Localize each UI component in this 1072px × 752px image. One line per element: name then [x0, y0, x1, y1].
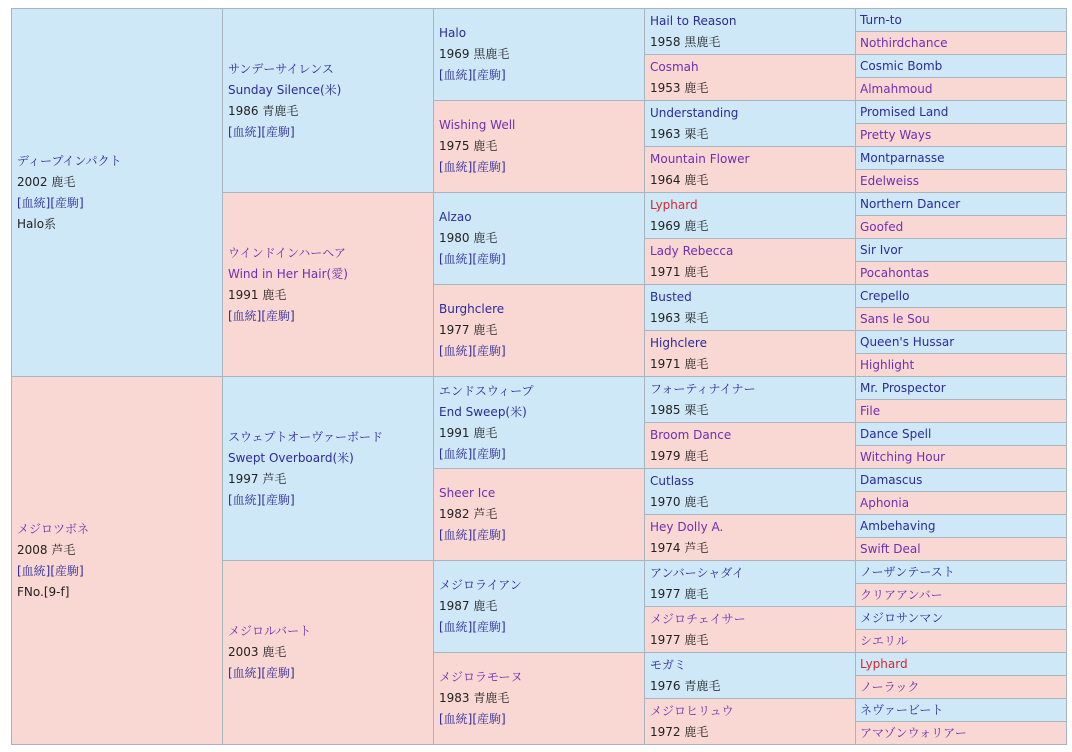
g5-09-link[interactable]: Northern Dancer [860, 196, 961, 211]
g5-21 [856, 469, 1067, 492]
sss-name-link[interactable]: Halo [439, 26, 467, 40]
dd-name-link[interactable]: メジロルバート [228, 624, 312, 638]
sddd-info: 1971 鹿毛 [650, 356, 709, 371]
dss-cell [434, 377, 645, 469]
dam-links[interactable]: [血統][産駒] [17, 563, 84, 578]
dss-links[interactable]: [血統][産駒] [439, 446, 506, 461]
g5-07-link[interactable]: Montparnasse [860, 150, 945, 165]
pedigree-table [11, 8, 1067, 745]
dsds-cell [645, 469, 856, 515]
dsd-cell [434, 469, 645, 561]
g5-13-link[interactable]: Crepello [860, 288, 910, 303]
dssd-cell [645, 423, 856, 469]
sd-name-en-link[interactable]: Wind in Her Hair(愛) [228, 266, 348, 281]
dddd-name-link[interactable]: メジロヒリュウ [650, 703, 734, 718]
g5-32-link[interactable]: アマゾンウォリアー [860, 725, 967, 740]
sire-name-link[interactable]: ディープインパクト [17, 153, 122, 168]
sire-line-note: Halo系 [17, 216, 57, 231]
sd-info: 1991 鹿毛 [228, 287, 287, 302]
g5-09 [856, 193, 1067, 216]
g5-28 [856, 630, 1067, 653]
dds-cell [434, 561, 645, 653]
g5-11 [856, 239, 1067, 262]
sdds-name-link[interactable]: Busted [650, 289, 692, 304]
ssd-links[interactable]: [血統][産駒] [439, 160, 506, 174]
g5-03-link[interactable]: Cosmic Bomb [860, 58, 943, 73]
sddd-cell [645, 331, 856, 377]
sss-cell [434, 9, 645, 101]
g5-26-link[interactable]: クリアアンバー [860, 587, 943, 602]
sd-name-link[interactable]: ウインドインハーヘア [228, 245, 346, 260]
ddss-cell [645, 561, 856, 607]
g5-02-link[interactable]: Nothirdchance [860, 35, 948, 50]
ddss-name-link[interactable]: アンバーシャダイ [650, 565, 744, 580]
ss-links[interactable]: [血統][産駒] [228, 124, 295, 139]
dam-name-link[interactable]: メジロツボネ [17, 521, 90, 536]
g5-23-link[interactable]: Ambehaving [860, 518, 936, 533]
g5-06-link[interactable]: Pretty Ways [860, 127, 932, 142]
ddds-cell [645, 653, 856, 699]
ssds-name-link[interactable]: Understanding [650, 105, 739, 120]
g5-01-link[interactable]: Turn-to [860, 12, 902, 27]
g5-30 [856, 676, 1067, 699]
g5-18-link[interactable]: File [860, 403, 881, 418]
g5-12 [856, 262, 1067, 285]
ssd-cell [434, 101, 645, 193]
ddss-info: 1977 鹿毛 [650, 586, 709, 601]
ssds-cell [645, 101, 856, 147]
dss-info: 1991 鹿毛 [439, 425, 498, 440]
g5-22 [856, 492, 1067, 515]
ddds-info: 1976 青鹿毛 [650, 678, 721, 693]
sdsd-cell [645, 239, 856, 285]
g5-12-link[interactable]: Pocahontas [860, 265, 929, 280]
g5-21-link[interactable]: Damascus [860, 472, 923, 487]
sdss-info: 1969 鹿毛 [650, 218, 709, 233]
dsss-name-link[interactable]: フォーティナイナー [650, 381, 756, 396]
g5-29 [856, 653, 1067, 676]
sssd-name-link[interactable]: Cosmah [650, 59, 699, 74]
sdss-cell [645, 193, 856, 239]
g5-10 [856, 216, 1067, 239]
g5-27-link[interactable]: メジロサンマン [860, 610, 944, 625]
dsss-info: 1985 栗毛 [650, 402, 709, 417]
g5-16-link[interactable]: Highlight [860, 357, 915, 372]
ssss-info: 1958 黒鹿毛 [650, 34, 721, 49]
ddd-name-link[interactable]: メジロラモーヌ [439, 670, 523, 684]
ds-name-link[interactable]: スウェプトオーヴァーボード [228, 429, 384, 444]
dds-info: 1987 鹿毛 [439, 599, 498, 613]
dsds-info: 1970 鹿毛 [650, 494, 709, 509]
sdd-links[interactable]: [血統][産駒] [439, 344, 506, 358]
g5-01 [856, 9, 1067, 32]
sds-info: 1980 鹿毛 [439, 231, 498, 245]
g5-04 [856, 78, 1067, 101]
g5-13 [856, 285, 1067, 308]
sdd-cell [434, 285, 645, 377]
sdd-info: 1977 鹿毛 [439, 323, 498, 337]
dsdd-info: 1974 芦毛 [650, 540, 709, 555]
g5-26 [856, 584, 1067, 607]
g5-06 [856, 124, 1067, 147]
sds-links[interactable]: [血統][産駒] [439, 252, 506, 266]
g5-11-link[interactable]: Sir Ivor [860, 242, 903, 257]
dam-cell [12, 377, 223, 745]
sdsd-name-link[interactable]: Lady Rebecca [650, 243, 734, 258]
sire-info: 2002 鹿毛 [17, 174, 76, 189]
dd-links[interactable]: [血統][産駒] [228, 666, 295, 680]
dssd-name-link[interactable]: Broom Dance [650, 427, 732, 442]
dddd-info: 1972 鹿毛 [650, 724, 709, 739]
sds-name-link[interactable]: Alzao [439, 210, 472, 224]
g5-04-link[interactable]: Almahmoud [860, 81, 933, 96]
ssss-cell [645, 9, 856, 55]
sdd-name-link[interactable]: Burghclere [439, 302, 505, 316]
ddsd-info: 1977 鹿毛 [650, 632, 709, 647]
dds-name-link[interactable]: メジロライアン [439, 578, 522, 592]
g5-20 [856, 446, 1067, 469]
g5-32 [856, 722, 1067, 745]
ds-info: 1997 芦毛 [228, 471, 287, 486]
dsds-name-link[interactable]: Cutlass [650, 473, 694, 488]
sdds-cell [645, 285, 856, 331]
g5-24 [856, 538, 1067, 561]
g5-31 [856, 699, 1067, 722]
g5-31-link[interactable]: ネヴァービート [860, 702, 944, 717]
ddd-links[interactable]: [血統][産駒] [439, 712, 506, 726]
sss-links[interactable]: [血統][産駒] [439, 68, 506, 82]
g5-08 [856, 170, 1067, 193]
g5-19-link[interactable]: Dance Spell [860, 426, 932, 441]
ddd-info: 1983 青鹿毛 [439, 691, 510, 705]
g5-20-link[interactable]: Witching Hour [860, 449, 946, 464]
g5-14 [856, 308, 1067, 331]
dssd-info: 1979 鹿毛 [650, 448, 709, 463]
g5-15-link[interactable]: Queen's Hussar [860, 334, 955, 349]
g5-03 [856, 55, 1067, 78]
dss-name-en-link[interactable]: End Sweep(米) [439, 404, 527, 419]
g5-10-link[interactable]: Goofed [860, 219, 904, 234]
dds-links[interactable]: [血統][産駒] [439, 620, 506, 634]
g5-16 [856, 354, 1067, 377]
g5-25-link[interactable]: ノーザンテースト [860, 564, 955, 579]
sdds-info: 1963 栗毛 [650, 310, 709, 325]
g5-22-link[interactable]: Aphonia [860, 495, 910, 510]
ss-cell [223, 9, 434, 193]
g5-07 [856, 147, 1067, 170]
ds-cell [223, 377, 434, 561]
g5-05-link[interactable]: Promised Land [860, 104, 949, 119]
sire-cell [12, 9, 223, 377]
g5-02 [856, 32, 1067, 55]
g5-15 [856, 331, 1067, 354]
sd-links[interactable]: [血統][産駒] [228, 308, 295, 323]
sddd-name-link[interactable]: Highclere [650, 335, 707, 350]
ssds-info: 1963 栗毛 [650, 126, 709, 141]
sssd-info: 1953 鹿毛 [650, 80, 709, 95]
g5-19 [856, 423, 1067, 446]
ds-links[interactable]: [血統][産駒] [228, 492, 295, 507]
g5-30-link[interactable]: ノーラック [860, 679, 920, 694]
g5-25 [856, 561, 1067, 584]
g5-17 [856, 377, 1067, 400]
g5-24-link[interactable]: Swift Deal [860, 541, 921, 556]
sss-info: 1969 黒鹿毛 [439, 47, 510, 61]
ssss-name-link[interactable]: Hail to Reason [650, 13, 737, 28]
dddd-cell [645, 699, 856, 745]
g5-27 [856, 607, 1067, 630]
sds-cell [434, 193, 645, 285]
g5-05 [856, 101, 1067, 124]
g5-28-link[interactable]: シエリル [860, 633, 909, 648]
dam-family-number: FNo.[9-f] [17, 584, 70, 599]
dd-cell [223, 561, 434, 745]
ssd-name-link[interactable]: Wishing Well [439, 118, 516, 132]
ss-name-en-link[interactable]: Sunday Silence(米) [228, 82, 342, 97]
sire-links[interactable]: [血統][産駒] [17, 195, 84, 210]
dsdd-name-link[interactable]: Hey Dolly A. [650, 519, 724, 534]
ddd-cell [434, 653, 645, 745]
sd-cell [223, 193, 434, 377]
ddds-name-link[interactable]: モガミ [650, 657, 687, 672]
sdsd-info: 1971 鹿毛 [650, 264, 709, 279]
dsd-info: 1982 芦毛 [439, 507, 498, 521]
dss-name-link[interactable]: エンドスウィープ [439, 383, 534, 398]
sdss-name-link[interactable]: Lyphard [650, 197, 698, 212]
g5-17-link[interactable]: Mr. Prospector [860, 380, 946, 395]
ssdd-name-link[interactable]: Mountain Flower [650, 151, 750, 166]
ds-name-en-link[interactable]: Swept Overboard(米) [228, 450, 354, 465]
g5-08-link[interactable]: Edelweiss [860, 173, 919, 188]
dam-info: 2008 芦毛 [17, 542, 76, 557]
dsd-name-link[interactable]: Sheer Ice [439, 486, 496, 500]
sssd-cell [645, 55, 856, 101]
ssdd-info: 1964 鹿毛 [650, 172, 709, 187]
g5-14-link[interactable]: Sans le Sou [860, 311, 930, 326]
g5-23 [856, 515, 1067, 538]
dsdd-cell [645, 515, 856, 561]
dsss-cell [645, 377, 856, 423]
ss-info: 1986 青鹿毛 [228, 103, 299, 118]
ddsd-name-link[interactable]: メジロチェイサー [650, 611, 746, 626]
dd-info: 2003 鹿毛 [228, 645, 287, 659]
dsd-links[interactable]: [血統][産駒] [439, 528, 506, 542]
ddsd-cell [645, 607, 856, 653]
g5-18 [856, 400, 1067, 423]
ssd-info: 1975 鹿毛 [439, 139, 498, 153]
ssdd-cell [645, 147, 856, 193]
ss-name-link[interactable]: サンデーサイレンス [228, 61, 334, 76]
g5-29-link[interactable]: Lyphard [860, 656, 908, 671]
